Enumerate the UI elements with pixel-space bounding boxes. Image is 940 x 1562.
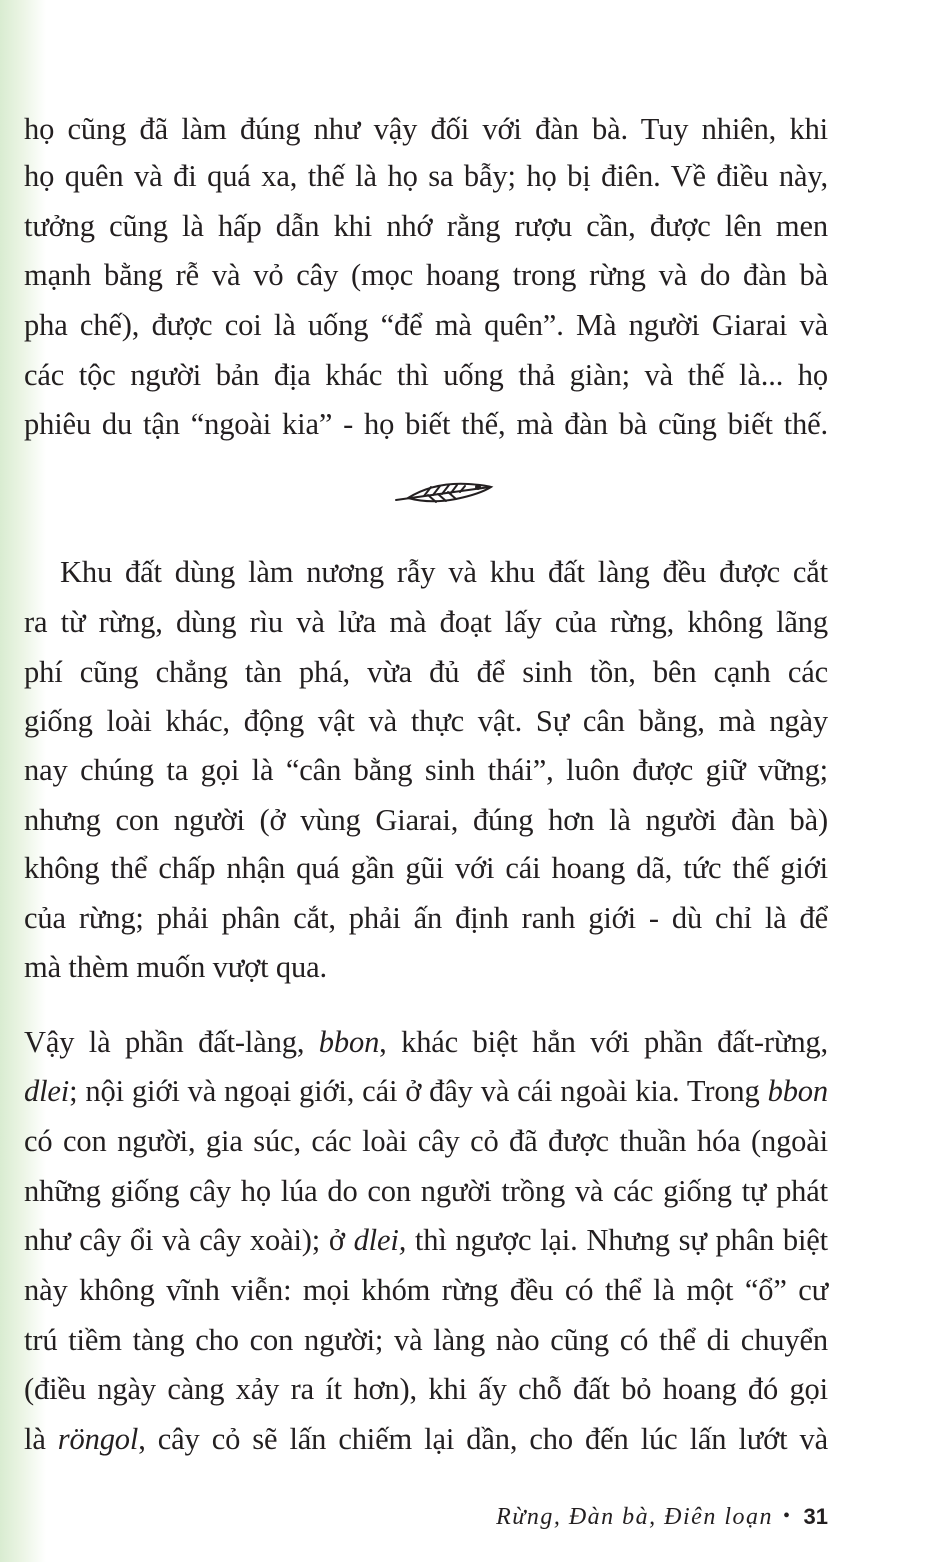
- text-line: [24, 1076, 828, 1107]
- text-line: họ quên và đi quá xa, thế là họ sa bẫy; họ bị điên. Về điều này,: [24, 159, 828, 193]
- text-line: các tộc người bản địa khác thì uống thả giàn; và thế là... họ: [24, 358, 828, 392]
- text-line: giống loài khác, động vật và thực vật. Sự cân bằng, mà ngày: [24, 704, 828, 738]
- text-run: , cây cỏ sẽ lấn chiếm lại dần, cho đến lúc lấn lướt và: [138, 1422, 829, 1456]
- text-line: nhưng con người (ở vùng Giarai, đúng hơn là người đàn bà): [24, 803, 828, 837]
- text-line: những giống cây họ lúa do con người trồng và các giống tự phát: [24, 1174, 828, 1208]
- text-line: mà thèm muốn vượt qua.: [24, 950, 327, 984]
- text-run: Vậy là phần đất-làng,: [24, 1025, 319, 1059]
- text-line: tưởng cũng là hấp dẫn khi nhớ rằng rượu cần, được lên men: [24, 209, 828, 243]
- italic-term: röngol: [57, 1422, 139, 1456]
- running-title: Rừng, Đàn bà, Điên loạn: [496, 1504, 773, 1530]
- text-line: ra từ rừng, dùng rìu và lửa mà đoạt lấy của rừng, không lãng: [24, 605, 828, 639]
- text-run: thì ngược lại. Nhưng sự phân biệt: [406, 1223, 828, 1257]
- text-line: họ cũng đã làm đúng như vậy đối với đàn bà. Tuy nhiên, khi: [24, 112, 828, 146]
- text-line: (điều ngày càng xảy ra ít hơn), khi ấy chỗ đất bỏ hoang đó gọi: [24, 1372, 828, 1406]
- page-number: 31: [803, 1504, 828, 1529]
- text-line: phiêu du tận “ngoài kia” - họ biết thế, mà đàn bà cũng biết thế.: [24, 407, 828, 441]
- italic-term: bbon: [767, 1074, 828, 1108]
- text-line: Khu đất dùng làm nương rẫy và khu đất làng đều được cắt: [60, 555, 828, 589]
- text-line: [24, 1027, 828, 1058]
- book-page: [24, 0, 828, 1562]
- text-run: ; nội giới và ngoại giới, cái ở đây và cái ngoài kia. Trong: [69, 1074, 768, 1108]
- text-run: , khác biệt hẳn với phần đất-rừng,: [379, 1025, 828, 1059]
- text-line: trú tiềm tàng cho con người; và làng nào cũng có thể di chuyển: [24, 1323, 828, 1357]
- text-line: pha chế), được coi là uống “để mà quên”. Mà người Giarai và: [24, 308, 828, 342]
- text-line: phí cũng chẳng tàn phá, vừa đủ để sinh tồn, bên cạnh các: [24, 655, 828, 689]
- text-line: này không vĩnh viễn: mọi khóm rừng đều có thể là một “ổ” cư: [24, 1273, 828, 1307]
- text-run: như cây ổi và cây xoài); ở: [24, 1223, 354, 1257]
- text-line: có con người, gia súc, các loài cây cỏ đã được thuần hóa (ngoài: [24, 1124, 828, 1158]
- footer-bullet: •: [783, 1505, 792, 1527]
- text-line: mạnh bằng rễ và vỏ cây (mọc hoang trong rừng và do đàn bà: [24, 258, 828, 292]
- text-line: [24, 1424, 828, 1455]
- italic-term: bbon: [318, 1025, 380, 1059]
- italic-term: dlei: [24, 1074, 70, 1108]
- text-line: không thể chấp nhận quá gần gũi với cái hoang dã, tức thế giới: [24, 851, 828, 885]
- text-run: là: [24, 1422, 58, 1456]
- text-line: nay chúng ta gọi là “cân bằng sinh thái”, luôn được giữ vững;: [24, 753, 828, 787]
- text-line: [24, 1225, 828, 1256]
- italic-term: dlei,: [353, 1223, 407, 1257]
- text-line: của rừng; phải phân cắt, phải ấn định ranh giới - dù chỉ là để: [24, 901, 828, 935]
- page-footer: [496, 1505, 828, 1529]
- feather-icon: [394, 478, 494, 510]
